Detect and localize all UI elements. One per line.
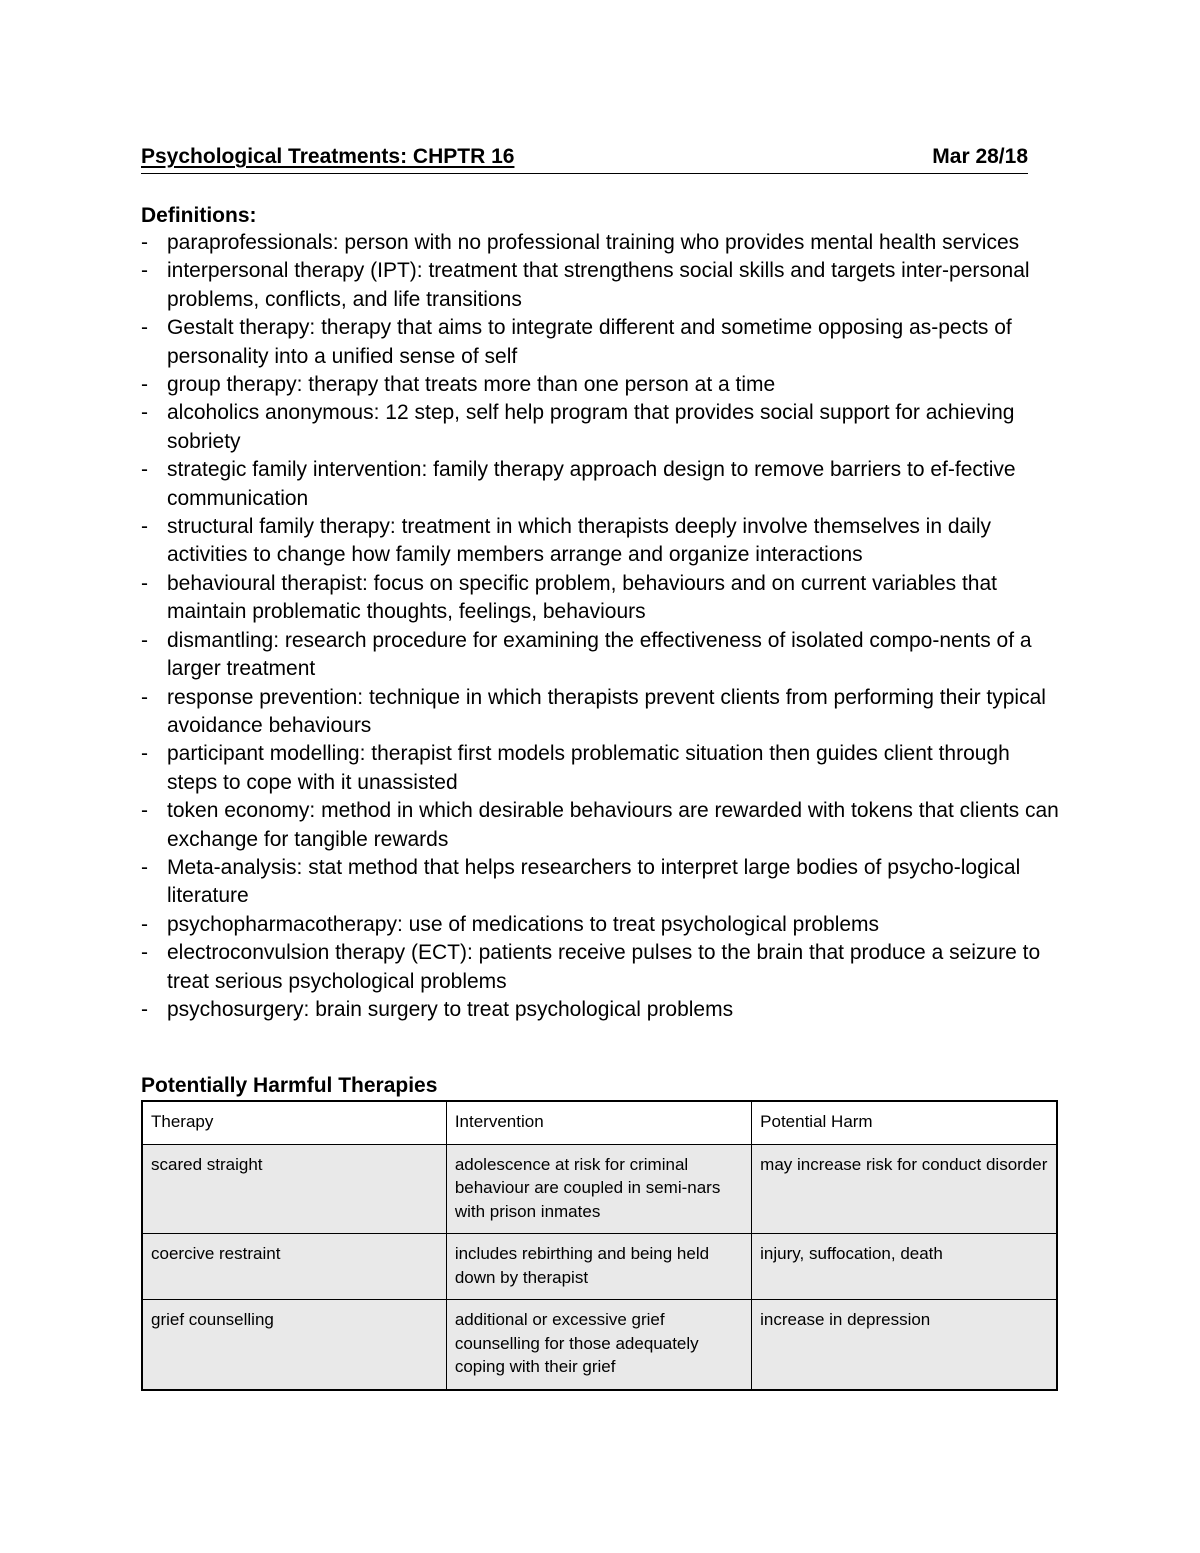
harmful-therapies-heading: Potentially Harmful Therapies: [141, 1074, 438, 1097]
list-item: [141, 513, 1061, 570]
table-row: [142, 1300, 1057, 1390]
definition-text: interpersonal therapy (IPT): treatment that strengthens social skills and targets inter-personal problems, conflicts, and life transitions: [167, 259, 1030, 311]
bullet-dash: -: [141, 941, 148, 965]
definition-text: dismantling: research procedure for examining the effectiveness of isolated compo-nents of a larger treatment: [167, 628, 1032, 681]
bullet-dash: -: [141, 316, 148, 340]
list-item: [141, 627, 1061, 684]
list-item: [141, 399, 1061, 456]
list-item: [141, 996, 1061, 1024]
table-cell: may increase risk for conduct disorder: [752, 1144, 1057, 1234]
table-cell: increase in depression: [752, 1300, 1057, 1390]
bullet-dash: -: [141, 458, 148, 482]
definition-text: group therapy: therapy that treats more than one person at a time: [167, 373, 776, 397]
table-cell: grief counselling: [142, 1300, 446, 1390]
list-item: [141, 570, 1061, 627]
bullet-dash: -: [141, 855, 148, 879]
bullet-dash: -: [141, 799, 148, 823]
list-item: [141, 854, 1061, 911]
definition-text: token economy: method in which desirable behaviours are rewarded with tokens that clients can exchange for tangible rewards: [167, 799, 1059, 851]
list-item: [141, 371, 1061, 399]
definition-text: psychopharmacotherapy: use of medications to treat psychological problems: [167, 912, 880, 936]
definition-text: strategic family intervention: family therapy approach design to remove barriers to ef-fective communication: [167, 458, 1016, 510]
definition-text: paraprofessionals: person with no professional training who provides mental health services: [167, 231, 1020, 254]
definition-text: Meta-analysis: stat method that helps researchers to interpret large bodies of psycho-logical literature: [167, 855, 1021, 908]
list-item: [141, 740, 1061, 797]
list-item: [141, 939, 1061, 996]
definitions-list: [141, 229, 1061, 1024]
document-date: Mar 28/18: [932, 145, 1028, 168]
bullet-dash: -: [141, 231, 148, 254]
column-header-intervention: Intervention: [446, 1101, 751, 1144]
bullet-dash: -: [141, 571, 148, 595]
table-cell: includes rebirthing and being held down by therapist: [446, 1234, 751, 1300]
bullet-dash: -: [141, 685, 148, 709]
bullet-dash: -: [141, 997, 148, 1021]
column-header-potential-harm: Potential Harm: [752, 1101, 1057, 1144]
list-item: [141, 911, 1061, 939]
bullet-dash: -: [141, 401, 148, 425]
bullet-dash: -: [141, 259, 148, 283]
bullet-dash: -: [141, 912, 148, 936]
definitions-heading: Definitions:: [141, 204, 257, 227]
table-header-row: [142, 1101, 1057, 1144]
table-cell: additional or excessive grief counselling for those adequately coping with their grief: [446, 1300, 751, 1390]
definition-text: participant modelling: therapist first models problematic situation then guides client through steps to cope with it unassisted: [167, 742, 1010, 794]
list-item: [141, 456, 1061, 513]
definition-text: response prevention: technique in which therapists prevent clients from performing their typical avoidance behaviours: [167, 685, 1046, 737]
bullet-dash: -: [141, 373, 148, 397]
table-cell: scared straight: [142, 1144, 446, 1234]
table-row: [142, 1234, 1057, 1300]
table-cell: adolescence at risk for criminal behaviour are coupled in semi-nars with prison inmates: [446, 1144, 751, 1234]
definition-text: behavioural therapist: focus on specific problem, behaviours and on current variables that maintain problematic thoughts, feelings, behaviours: [167, 571, 997, 624]
document-title: Psychological Treatments: CHPTR 16: [141, 145, 515, 168]
bullet-dash: -: [141, 628, 148, 652]
bullet-dash: -: [141, 515, 148, 539]
list-item: [141, 684, 1061, 741]
definition-text: structural family therapy: treatment in which therapists deeply involve themselves in daily activities to change how family members arrange and organize interactions: [167, 515, 992, 567]
definition-text: electroconvulsion therapy (ECT): patients receive pulses to the brain that produce a seizure to treat serious psychological problems: [167, 941, 1041, 993]
definition-text: psychosurgery: brain surgery to treat psychological problems: [167, 997, 734, 1021]
table-cell: coercive restraint: [142, 1234, 446, 1300]
harmful-therapies-table: [141, 1100, 1058, 1391]
table-row: [142, 1144, 1057, 1234]
list-item: [141, 797, 1061, 854]
list-item: [141, 229, 1061, 257]
bullet-dash: -: [141, 742, 148, 766]
column-header-therapy: Therapy: [142, 1101, 446, 1144]
table-cell: injury, suffocation, death: [752, 1234, 1057, 1300]
list-item: [141, 257, 1061, 314]
title-line: [141, 143, 1028, 174]
definition-text: Gestalt therapy: therapy that aims to integrate different and sometime opposing as-pects of personality into a unified sense of self: [167, 316, 1012, 368]
list-item: [141, 314, 1061, 371]
definition-text: alcoholics anonymous: 12 step, self help program that provides social support for achieving sobriety: [167, 401, 1015, 453]
